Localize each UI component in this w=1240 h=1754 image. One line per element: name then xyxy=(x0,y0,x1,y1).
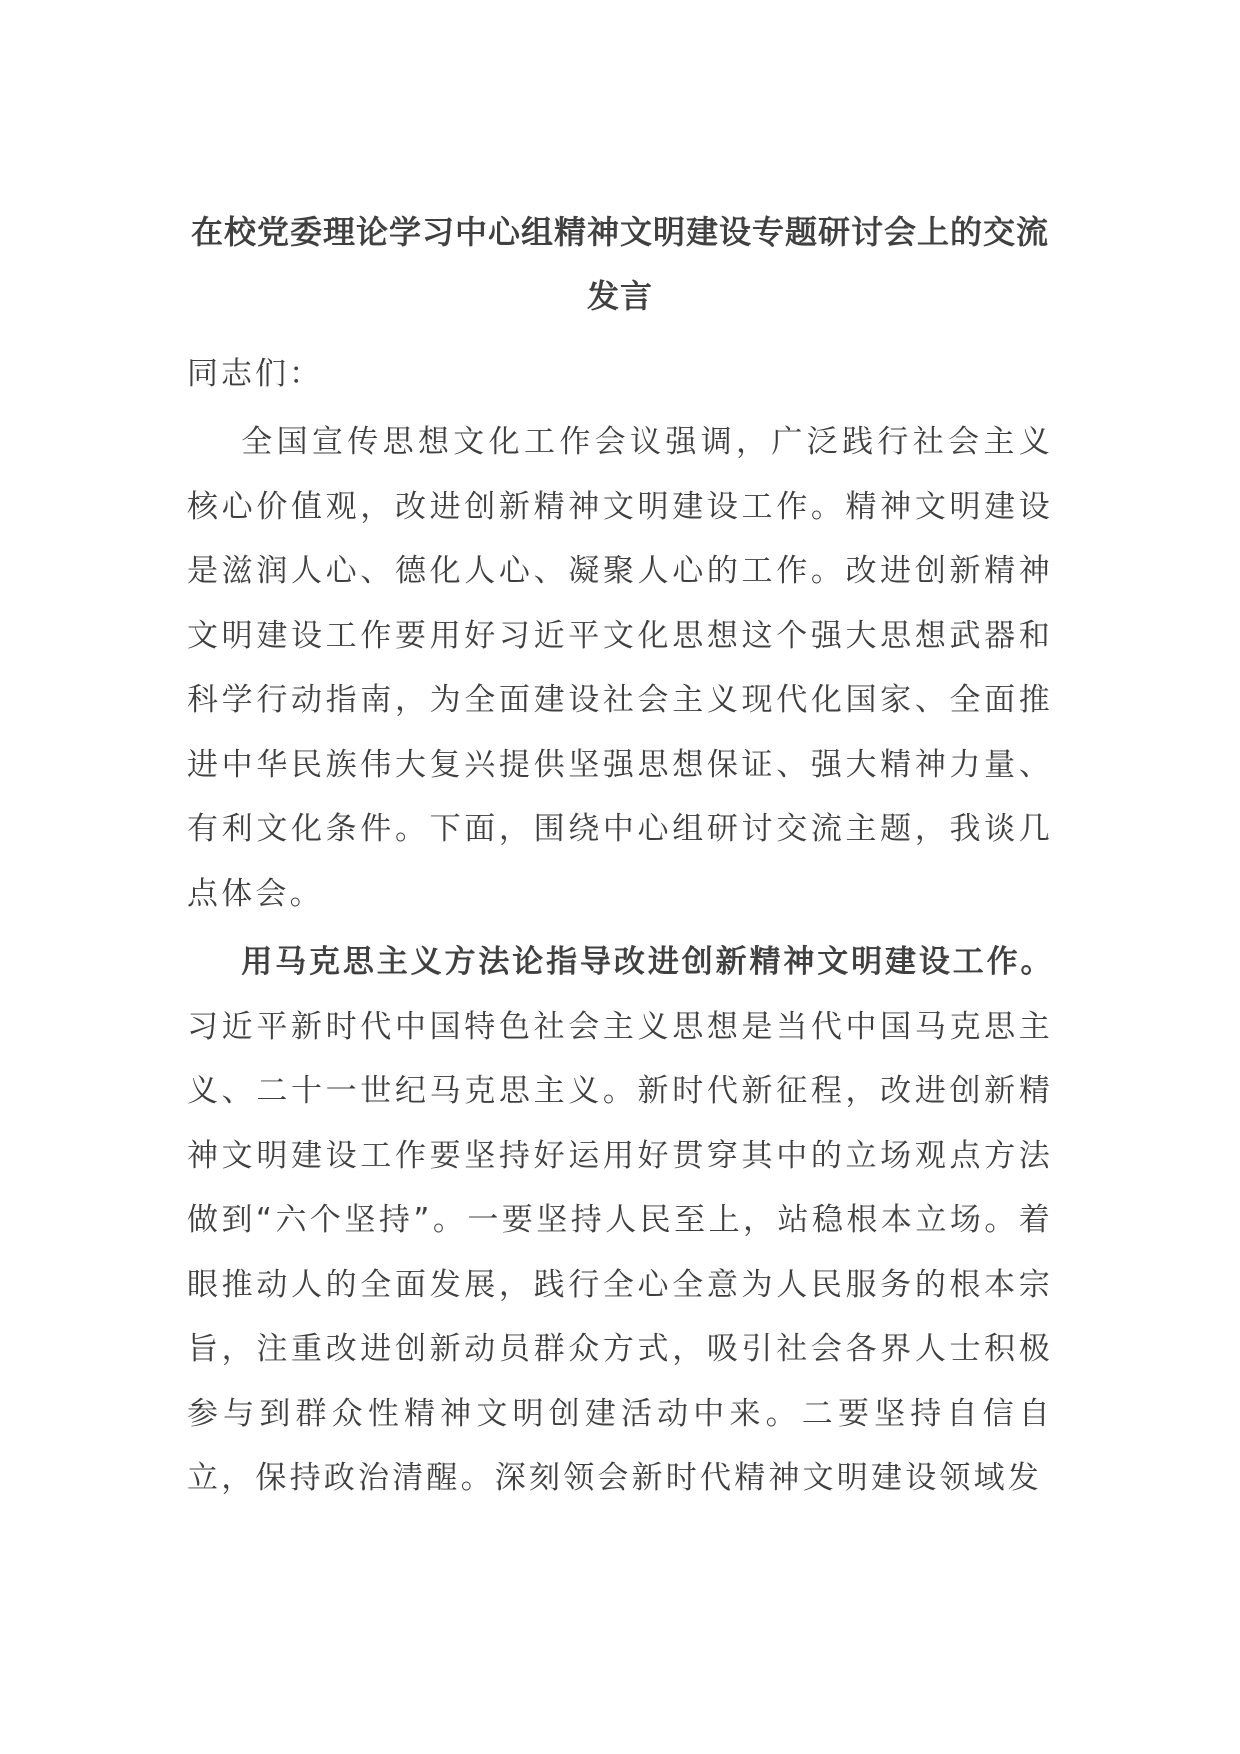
paragraph-section-1 xyxy=(187,930,1053,1511)
paragraph-text: 习近平新时代中国特色社会主义思想是当代中国马克思主义、二十一世纪马克思主义。新时代新征程，改进创新精神文明建设工作要坚持好运用好贯穿其中的立场观点方法做到“六个坚持”。一要坚持人民至上，站稳根本立场。着眼推动人的全面发展，践行全心全意为人民服务的根本宗旨，注重改进创新动员群众方式，吸引社会各界人士积极参与到群众性精神文明创建活动中来。二要坚持自信自立，保持政治清醒。深刻领会新时代精神文明建设领域发 xyxy=(187,1008,1053,1496)
paragraph-intro xyxy=(187,410,1053,926)
paragraph-text: 全国宣传思想文化工作会议强调，广泛践行社会主义核心价值观，改进创新精神文明建设工作。精神文明建设是滋润人心、德化人心、凝聚人心的工作。改进创新精神文明建设工作要用好习近平文化思想这个强大思想武器和科学行动指南，为全面建设社会主义现代化国家、全面推进中华民族伟大复兴提供坚强思想保证、强大精神力量、有利文化条件。下面，围绕中心组研讨交流主题，我谈几点体会。 xyxy=(187,424,1053,912)
salutation: 同志们： xyxy=(187,356,323,392)
document-title: 在校党委理论学习中心组精神文明建设专题研讨会上的交流发言 xyxy=(190,213,1049,315)
section-heading: 用马克思主义方法论指导改进创新精神文明建设工作。 xyxy=(241,944,1053,980)
document-page xyxy=(187,200,1053,1511)
